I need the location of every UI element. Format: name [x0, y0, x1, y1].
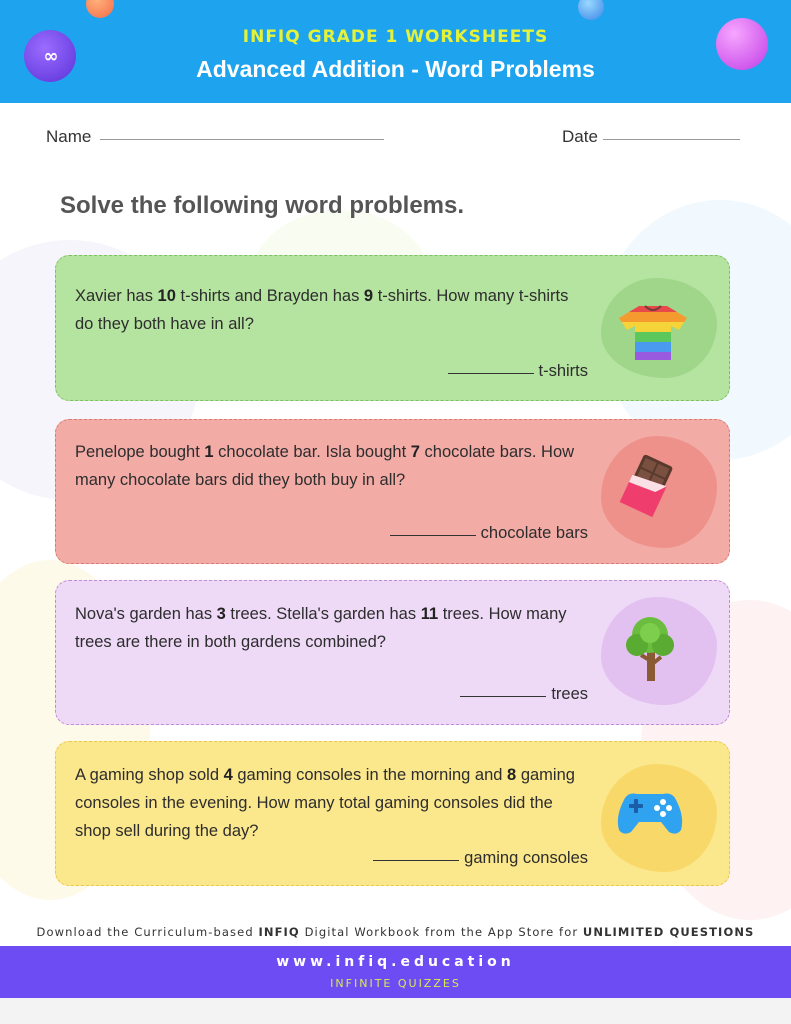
answer-blank[interactable] — [460, 696, 546, 697]
problem-number: 9 — [363, 287, 374, 305]
problem-number: 7 — [410, 443, 420, 461]
problem-number: 10 — [157, 287, 176, 305]
problem-number: 11 — [420, 605, 439, 623]
problem-card — [55, 419, 730, 564]
problem-text: A gaming shop sold 4 gaming consoles in the morning and 8 gaming consoles in the evening. How many total gaming consoles did the shop sell during the day? — [75, 766, 575, 840]
date-field[interactable] — [603, 139, 740, 140]
website-link[interactable]: www.infiq.education — [276, 954, 515, 970]
download-note: Download the Curriculum-based INFIQ Digital Workbook from the App Store for UNLIMITED QUESTIONS — [36, 925, 755, 939]
answer-line[interactable]: t-shirts — [448, 362, 589, 381]
header-subtitle: INFIQ GRADE 1 WORKSHEETS — [242, 27, 549, 47]
infiq-logo: ∞ — [24, 30, 76, 82]
decorative-ball — [578, 0, 604, 20]
decorative-ball — [86, 0, 114, 18]
footer-bar — [0, 946, 791, 998]
tree-icon — [623, 615, 677, 685]
worksheet-header — [0, 0, 791, 103]
page-title: Advanced Addition - Word Problems — [196, 56, 595, 82]
date-label: Date — [562, 127, 598, 146]
page-bottom — [0, 998, 791, 1024]
problem-card — [55, 580, 730, 725]
problem-card — [55, 741, 730, 886]
answer-line[interactable]: gaming consoles — [373, 849, 588, 868]
answer-blank[interactable] — [390, 535, 476, 536]
chocolate-bar-icon — [617, 454, 677, 518]
footer-tagline: INFINITE QUIZZES — [330, 977, 461, 990]
problem-text: Xavier has 10 t-shirts and Brayden has 9 t-shirts. How many t-shirts do they both have in all? — [75, 287, 569, 333]
problem-number: 1 — [204, 443, 214, 461]
problem-card — [55, 255, 730, 401]
answer-blank[interactable] — [448, 373, 534, 374]
instructions-heading: Solve the following word problems. — [60, 192, 465, 219]
answer-blank[interactable] — [373, 860, 459, 861]
problem-number: 4 — [223, 766, 233, 784]
name-field[interactable] — [100, 139, 384, 140]
answer-line[interactable]: trees — [460, 685, 588, 704]
problem-number: 8 — [507, 766, 517, 784]
problem-text: Nova's garden has 3 trees. Stella's garden has 11 trees. How many trees are there in both gardens combined? — [75, 605, 567, 651]
name-label: Name — [46, 127, 92, 146]
game-controller-icon — [615, 788, 685, 838]
problem-number: 3 — [216, 605, 226, 623]
answer-line[interactable]: chocolate bars — [390, 524, 588, 543]
t-shirt-icon — [617, 302, 689, 362]
problem-text: Penelope bought 1 chocolate bar. Isla bought 7 chocolate bars. How many chocolate bars did they both buy in all? — [75, 443, 575, 489]
